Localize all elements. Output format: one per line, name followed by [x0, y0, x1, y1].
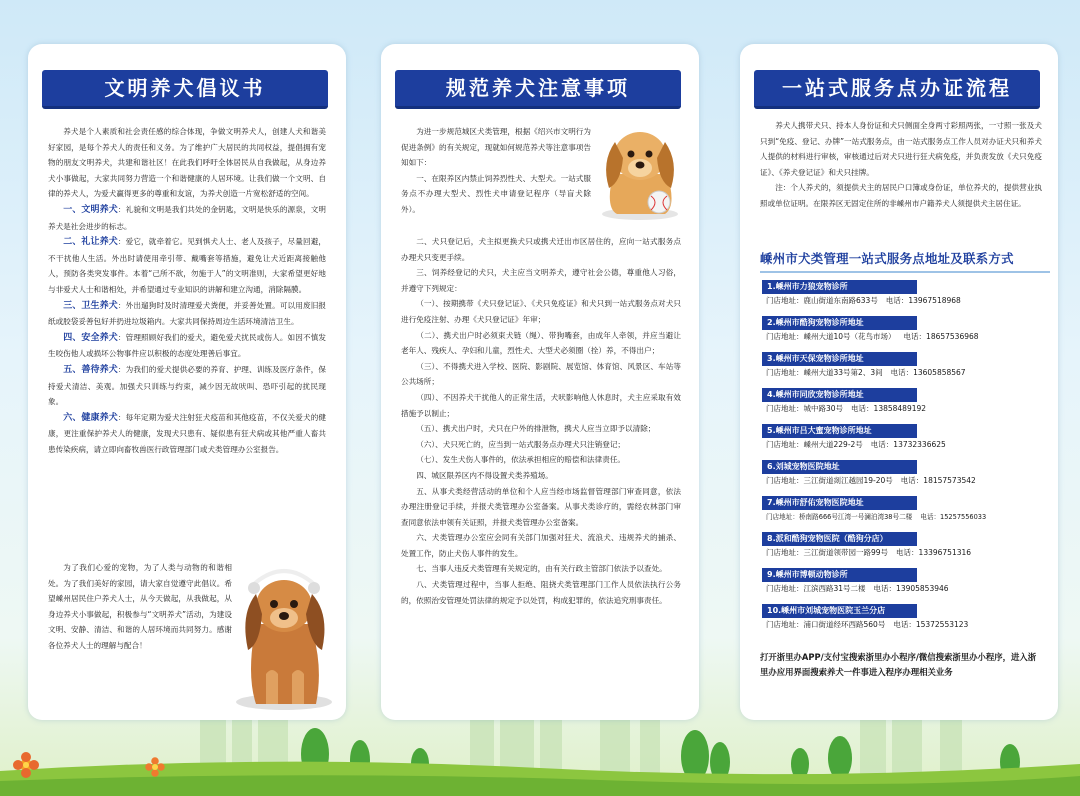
- list-item: 八、犬类管理过程中，当事人拒绝、阻挠犬类管理部门工作人员依法执行公务的，依照治安管理处罚法律的规定予以处罚，构成犯罪的，依法追究刑事责任。: [401, 580, 681, 605]
- list-item: 4.嵊州市同欣宠物诊所地址 门店地址：城中路30号 电话：13858489192: [762, 388, 1038, 416]
- list-item: 三、卫生养犬：外出遛狗时及时清理爱犬粪便，并妥善处置。可以用废旧报纸或胶袋妥善包好并扔进垃圾箱内。大家共同保持周边生活环境清洁卫生。: [48, 300, 326, 327]
- store-phone: 15257556033: [940, 513, 987, 521]
- store-address: 嵊州大道229-2号: [803, 440, 863, 449]
- list-item: （七）、发生犬伤人事件的，依法承担相应的赔偿和法律责任。: [416, 455, 626, 465]
- panel-civilized-dog-raising: [28, 44, 346, 720]
- list-item: （三）、不得携犬进入学校、医院、影剧院、展览馆、体育馆、风景区、车站等公共场所；: [401, 361, 681, 387]
- list-item: 2.嵊州市酷狗宠物诊所地址 门店地址：嵊州大道10号（花鸟市场） 电话：18657536968: [762, 316, 1038, 344]
- store-name: 9.嵊州市博顿动物诊所: [762, 568, 917, 582]
- list-item: 一、在限养区内禁止饲养烈性犬、大型犬。一站式服务点不办理大型犬、烈性犬申请登记程序（导盲犬除外）。: [401, 173, 591, 214]
- panel-title: 文明养犬倡议书: [42, 70, 328, 109]
- list-item: （二）、携犬出户时必须束犬链（绳）、带狗嘴套，由成年人牵领，并应当避让老年人、残疾人、孕妇和儿童，烈性犬、大型犬必须圈（拴）养，不得出户；: [401, 330, 681, 356]
- store-address: 城中路30号: [803, 404, 844, 413]
- store-phone: 13967518968: [908, 296, 961, 305]
- list-item: 一、文明养犬：礼貌和文明是我们共处的金钥匙，文明是快乐的源泉，文明养犬是社会进步的标志。: [48, 204, 326, 231]
- list-item: 五、从事犬类经营活动的单位和个人应当经市场监督管理部门审查同意，依法办理注册登记手续，并报犬类管理办公室备案。从事犬类诊疗的，需经农林部门审查同意依法申领有关证照，并报犬类管理办公室备案。: [401, 486, 681, 527]
- store-address: 三江街道领带园一路99号: [803, 548, 889, 557]
- panel2-top: [401, 124, 591, 218]
- panel1-closing: 为了我们心爱的宠物，为了人类与动物的和谐相处。为了我们美好的家园，请大家自觉遵守此倡议。希望嵊州居民住户养犬人士，从今天做起，从我做起，从身边养犬小事做起，积极参与“文明养犬”活动，为建设文明、安静、清洁、和谐的人居环境而共同努力。感谢各位养犬人士的理解与配合！: [48, 563, 232, 650]
- store-name: 5.嵊州市吕大蜜宠物诊所地址: [762, 424, 917, 438]
- list-item: （六）、犬只死亡的，应当到一站式服务点办理犬只注销登记；: [416, 439, 626, 449]
- store-phone: 13732336625: [893, 440, 946, 449]
- panel-dog-raising-notes: [381, 44, 699, 720]
- store-address: 桥南路666号江湾一号澜泊湾38号二楼: [798, 513, 913, 521]
- list-item: 二、犬只登记后，犬主拟更换犬只或携犬迁出市区居住的，应向一站式服务点办理犬只变更手续。: [401, 237, 681, 262]
- store-phone: 13605858567: [913, 368, 966, 377]
- list-item: 六、犬类管理办公室应会同有关部门加强对狂犬、流浪犬、违规养犬的捕杀、处置工作，防止犬伤人事件的发生。: [401, 533, 681, 558]
- list-item: （四）、不因养犬干扰他人的正常生活，犬吠影响他人休息时，犬主应采取有效措施予以制止；: [401, 392, 681, 418]
- list-item: 七、当事人违反犬类管理有关规定的，由有关行政主管部门依法予以查处。: [416, 564, 667, 574]
- panel1-body: [48, 124, 326, 457]
- list-item: 6.刘城宠物医院地址 门店地址：三江街道剡江越园19-20号 电话：18157573542: [762, 460, 1038, 488]
- list-item: 5.嵊州市吕大蜜宠物诊所地址 门店地址：嵊州大道229-2号 电话：13732336625: [762, 424, 1038, 452]
- store-name: 7.嵊州市舒佑宠物医院地址: [762, 496, 917, 510]
- list-item: 三、饲养经登记的犬只，犬主应当文明养犬，遵守社会公德，尊重他人习俗，并遵守下列规定：: [401, 268, 681, 293]
- store-name: 4.嵊州市同欣宠物诊所地址: [762, 388, 917, 402]
- list-item: 1.嵊州市力狼宠物诊所 门店地址：鹿山街道东南路633号 电话：13967518968: [762, 280, 1038, 308]
- store-phone: 13905853946: [896, 584, 949, 593]
- store-address: 浦口街道经环西路560号: [803, 620, 886, 629]
- store-address: 三江街道剡江越园19-20号: [803, 476, 893, 485]
- panel-licensing-process: [740, 44, 1058, 720]
- store-phone: 13396751316: [918, 548, 972, 557]
- list-item: 二、礼让养犬：爱它，就牵着它。见到惧犬人士、老人及孩子，尽量回避，不干扰他人生活。外出时请使用牵引带、戴嘴套等措施，避免让犬近距离接触他人，预防各类突发事件。本着“己所不欲，勿施于人”的文明准则，大家希望更好地与非爱犬人士和谐相处，并希望通过专业知识的讲解和建立沟通，消除隔膜。: [48, 237, 326, 294]
- store-name: 3.嵊州市天保宠物诊所地址: [762, 352, 917, 366]
- store-name: 8.派和酷狗宠物医院（酷狗分店）: [762, 532, 917, 546]
- panel2-body: [401, 234, 681, 608]
- store-address: 江滨西路31号二楼: [803, 584, 866, 593]
- list-item: 10.嵊州市刘城宠物医院玉兰分店 门店地址：浦口街道经环西路560号 电话：15372553123: [762, 604, 1038, 632]
- store-address: 嵊州大道10号（花鸟市场）: [803, 332, 896, 341]
- store-phone: 15372553123: [915, 620, 969, 629]
- service-points-heading: 嵊州市犬类管理一站式服务点地址及联系方式: [760, 249, 1050, 273]
- dog-sitting-icon: [226, 554, 342, 714]
- intro-paragraph: 养犬是个人素质和社会责任感的综合体现，争做文明养犬人，创建人犬和谐美好家园，是每个养犬人的责任和义务。为了维护广大居民的共同权益，提倡拥有宠物的朋友文明养犬，共建和谐社区！在此我们呼吁全体居民从自我做起，从身边养犬小事做起，大家共同努力营造一个和谐健康的人居环境。让我们做一个文明、自律的养犬人，为爱犬赢得更多的尊重和友谊，为养犬创造一片宽松舒适的空间。: [48, 127, 326, 199]
- list-item: （一）、按期携带《犬只登记证》、《犬只免疫证》和犬只到一站式服务点对犬只进行免疫注射、办理《犬只登记证》年审；: [401, 299, 681, 324]
- list-item: 四、城区限养区内不得设置犬类养殖场。: [416, 470, 553, 480]
- store-name: 10.嵊州市刘城宠物医院玉兰分店: [762, 604, 917, 618]
- puppy-with-ball-icon: [595, 118, 685, 222]
- flower-icon: [140, 752, 170, 782]
- list-item: （五）、携犬出户时，犬只在户外的排泄物，携犬人应当立即予以清除；: [416, 424, 656, 434]
- store-name: 6.刘城宠物医院地址: [762, 460, 917, 474]
- panel-title: 一站式服务点办证流程: [754, 70, 1040, 109]
- note-paragraph: 注：个人养犬的，须提供犬主的居民户口簿或身份证，单位养犬的，提供营业执照或单位证明。在限养区无固定住所的非嵊州市户籍养犬人须提供犬主居住证。: [760, 183, 1042, 208]
- store-name: 2.嵊州市酷狗宠物诊所地址: [762, 316, 917, 330]
- list-item: 四、安全养犬：管理照顾好我们的爱犬，避免爱犬扰民或伤人。如因不慎发生咬伤他人或损坏公物事件应以积极的态度处理善后事宜。: [48, 332, 326, 359]
- process-paragraph: 养犬人携带犬只、持本人身份证和犬只侧面全身两寸彩照两张，一寸照一张及犬只到“免疫、登记、办牌”一站式服务点，由一站式服务点工作人员对办证犬只和养犬人提供的材料进行审核，审核通过后对犬只进行狂犬病免疫，并负责发放《犬只免疫证》、《养犬登记证》和犬只挂牌。: [760, 121, 1042, 177]
- store-phone: 18157573542: [923, 476, 976, 485]
- list-item: 7.嵊州市舒佑宠物医院地址 门店地址：桥南路666号江湾一号澜泊湾38号二楼 电话：15257556033: [762, 496, 1038, 524]
- list-item: 六、健康养犬：每年定期为爱犬注射狂犬疫苗和其他疫苗，不仅关爱犬的健康，更注重保护养犬人的健康，发现犬只患有、疑似患有狂犬病或其他严重人畜共患传染疾病，请立即向畜牧兽医行政管理部门或犬类管理办公室报告。: [48, 412, 326, 454]
- list-item: 为进一步规范城区犬类管理，根据《绍兴市文明行为促进条例》的有关规定，现就如何规范养犬等注意事项告知如下：: [401, 127, 591, 168]
- store-name: 1.嵊州市力狼宠物诊所: [762, 280, 917, 294]
- list-item: 8.派和酷狗宠物医院（酷狗分店） 门店地址：三江街道领带园一路99号 电话：13396751316: [762, 532, 1038, 560]
- list-item: 3.嵊州市天保宠物诊所地址 门店地址：嵊州大道33号第2、3间 电话：13605858567: [762, 352, 1038, 380]
- flower-icon: [6, 745, 46, 785]
- store-address: 鹿山街道东南路633号: [803, 296, 878, 305]
- list-item: 9.嵊州市博顿动物诊所 门店地址：江滨西路31号二楼 电话：13905853946: [762, 568, 1038, 596]
- panel3-body: [760, 118, 1042, 212]
- list-item: 五、善待养犬：为我们的爱犬提供必要的养育、护理、训练及医疗条件，保持爱犬清洁、美观。加强犬只训练与约束，减少因无故吠叫、恐吓引起的扰民现象。: [48, 364, 326, 407]
- store-phone: 18657536968: [926, 332, 979, 341]
- store-address: 嵊州大道33号第2、3间: [803, 368, 883, 377]
- panel-title: 规范养犬注意事项: [395, 70, 681, 109]
- app-instructions: 打开浙里办APP/支付宝搜索浙里办小程序/微信搜索浙里办小程序，进入浙里办应用界面搜索养犬一件事进入程序办理相关业务: [760, 652, 1037, 677]
- store-phone: 13858489192: [873, 404, 927, 413]
